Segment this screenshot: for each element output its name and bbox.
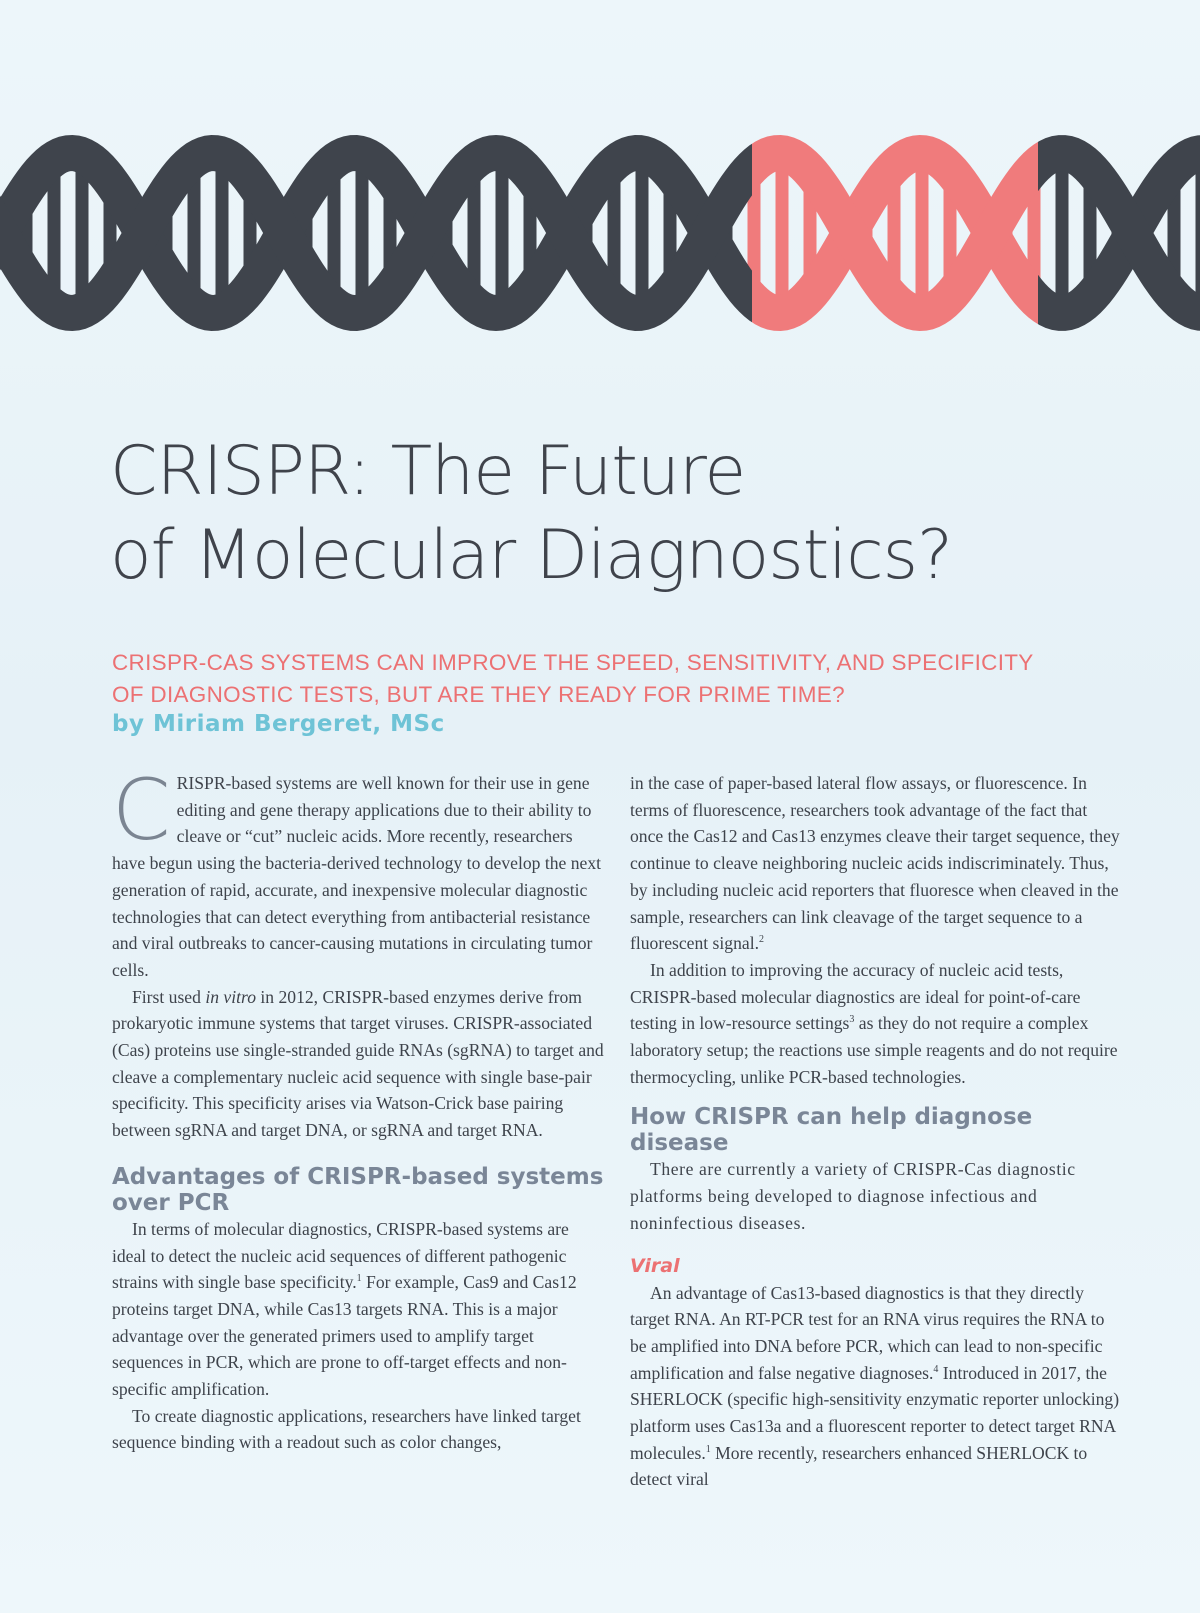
title-line-1: CRISPR: The Future bbox=[110, 432, 746, 511]
p2-italic: in vitro bbox=[205, 986, 256, 1007]
dna-helix-illustration bbox=[0, 118, 1200, 348]
r-p1-text: in the case of paper-based lateral flow assays, or fluorescence. In terms of fluorescence, researchers took advantage of the fact that once the Cas12 and Cas13 enzymes cleave their target sequence, they continue to cleave neighboring nucleic acids indiscriminately. Thus, by including nucleic acid reporters that fluoresce when cleaved in the sample, researchers can link cleavage of the target sequence to a fluorescent signal. bbox=[630, 773, 1120, 954]
author-byline: by Miriam Bergeret, MSc bbox=[112, 711, 445, 737]
subheading-viral: Viral bbox=[630, 1254, 680, 1277]
footnote-ref: 2 bbox=[758, 934, 764, 946]
paragraph-point-of-care bbox=[630, 957, 1120, 1091]
r-p4-text-c: More recently, researchers enhanced SHERLOCK to detect viral bbox=[630, 1442, 1088, 1490]
paragraph-platforms: There are currently a variety of CRISPR-Cas diagnostic platforms being developed to diagnose infectious and noninfectious diseases. bbox=[630, 1159, 1076, 1233]
paragraph-first-used bbox=[112, 984, 607, 1144]
paragraph-advantages bbox=[112, 1216, 607, 1403]
left-column bbox=[112, 761, 607, 1456]
deck-line-1: CRISPR-CAS SYSTEMS CAN IMPROVE THE SPEED, SENSITIVITY, AND SPECIFICITY bbox=[112, 650, 1034, 675]
p2-text-b: in 2012, CRISPR-based enzymes derive from prokaryotic immune systems that target viruses. CRISPR-associated (Cas) proteins use single-stranded guide RNAs (sgRNA) to target and cleave a complementary nucleic acid sequence with single base-pair specificity. This specificity arises via Watson-Crick base pairing between sgRNA and target DNA, or sgRNA and target RNA. bbox=[112, 986, 604, 1141]
section-heading-diagnose: How CRISPR can help diagnose disease bbox=[630, 1104, 1033, 1157]
paragraph-readout: To create diagnostic applications, researchers have linked target sequence binding with a readout such as color changes, bbox=[112, 1405, 581, 1453]
right-column bbox=[630, 770, 1120, 1493]
footnote-ref: 4 bbox=[933, 1363, 939, 1375]
intro-paragraph bbox=[112, 761, 607, 984]
footnote-ref: 3 bbox=[849, 1014, 855, 1026]
r-p4-text-a: An advantage of Cas13-based diagnostics is that they directly target RNA. An RT-PCR test for an RNA virus requires the RNA to be amplified into DNA before PCR, which can lead to non-specific amplification and false negative diagnoses. bbox=[630, 1282, 1105, 1383]
footnote-ref: 1 bbox=[356, 1273, 362, 1285]
r-p2-text-b: as they do not require a complex laboratory setup; the reactions use simple reagents and do not require thermocycling, unlike PCR-based technologies. bbox=[630, 1013, 1118, 1087]
drop-cap: C bbox=[112, 761, 171, 859]
section-heading-advantages: Advantages of CRISPR-based systems over PCR bbox=[112, 1163, 604, 1216]
r-p2-text-a: In addition to improving the accuracy of nucleic acid tests, CRISPR-based molecular diagnostics are ideal for point-of-care testing in low-resource settings bbox=[630, 959, 1081, 1034]
deck-line-2: OF DIAGNOSTIC TESTS, BUT ARE THEY READY FOR PRIME TIME? bbox=[112, 682, 845, 707]
paragraph-viral bbox=[630, 1280, 1120, 1494]
p3-text-b: For example, Cas9 and Cas12 proteins target DNA, while Cas13 targets RNA. This is a major advantage over the generated primers used to amplify target sequences in PCR, which are prone to off-target effects and non-specific amplification. bbox=[112, 1272, 577, 1400]
article-title bbox=[110, 430, 1110, 598]
intro-text: RISPR-based systems are well known for their use in gene editing and gene therapy applications due to their ability to cleave or “cut” nucleic acids. More recently, researchers have begun using the bacteria-derived technology to develop the next generation of rapid, accurate, and inexpensive molecular diagnostic technologies that can detect everything from antibacterial resistance and viral outbreaks to cancer-causing mutations in circulating tumor cells. bbox=[112, 773, 602, 980]
paragraph-fluorescence bbox=[630, 770, 1120, 957]
title-line-2: of Molecular Diagnostics? bbox=[110, 516, 953, 595]
p2-text-a: First used bbox=[132, 986, 206, 1007]
footnote-ref: 1 bbox=[705, 1443, 711, 1455]
p3-text-a: In terms of molecular diagnostics, CRISPR-based systems are ideal to detect the nucleic acid sequences of different pathogenic strains with single base specificity. bbox=[112, 1218, 569, 1293]
r-p4-text-b: Introduced in 2017, the SHERLOCK (specific high-sensitivity enzymatic reporter unlocking) platform uses Cas13a and a fluorescent reporter to detect target RNA molecules. bbox=[630, 1362, 1120, 1463]
article-deck bbox=[112, 647, 1112, 711]
